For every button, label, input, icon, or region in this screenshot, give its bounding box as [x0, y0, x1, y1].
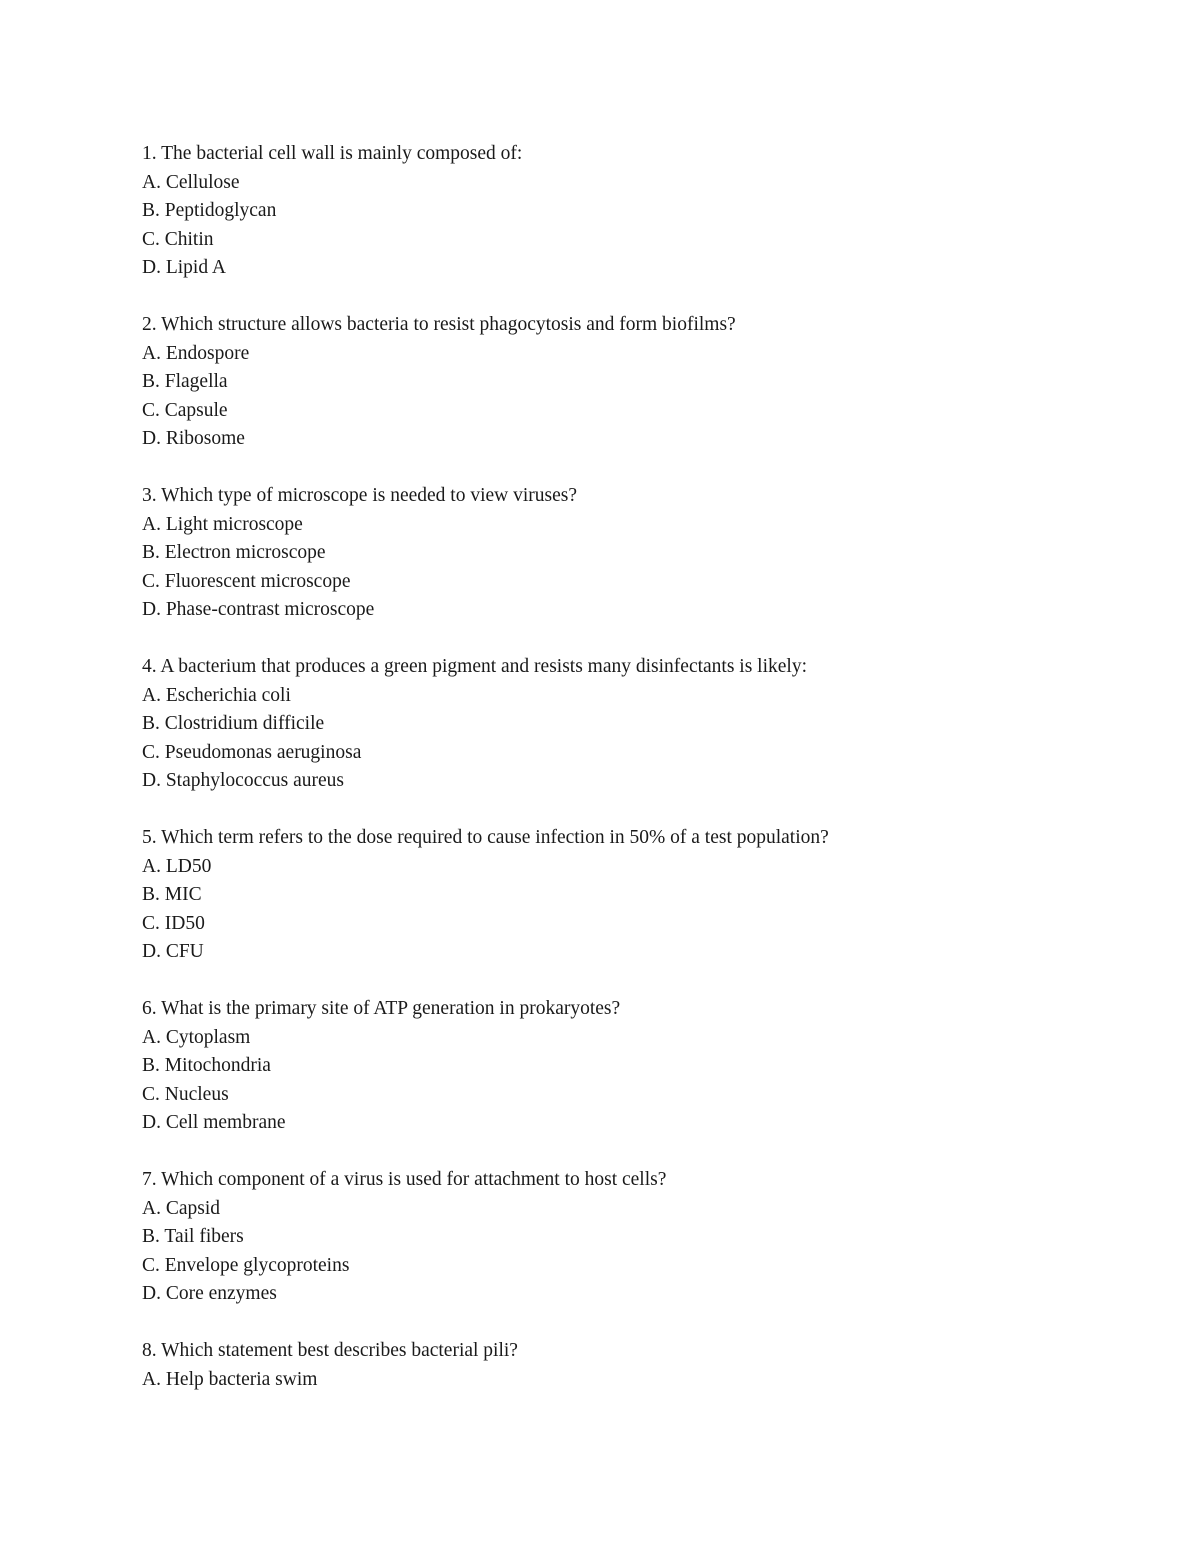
answer-option: D. Lipid A	[142, 257, 226, 278]
answer-option: C. Nucleus	[142, 1083, 229, 1105]
question-3	[142, 482, 1102, 625]
question-text: 2. Which structure allows bacteria to resist phagocytosis and form biofilms?	[142, 314, 736, 335]
question-text: 4. A bacterium that produces a green pigment and resists many disinfectants is likely:	[142, 656, 808, 677]
answer-option: A. Capsid	[142, 1197, 220, 1219]
question-4	[142, 653, 1102, 796]
answer-option: D. Core enzymes	[142, 1283, 277, 1304]
question-text: 7. Which component of a virus is used for attachment to host cells?	[142, 1169, 667, 1190]
question-text: 8. Which statement best describes bacterial pili?	[142, 1340, 518, 1361]
answer-option: D. Cell membrane	[142, 1112, 286, 1133]
question-text: 6. What is the primary site of ATP generation in prokaryotes?	[142, 998, 621, 1019]
answer-option: D. CFU	[142, 941, 204, 962]
answer-option: B. Electron microscope	[142, 542, 326, 563]
answer-option: A. Help bacteria swim	[142, 1368, 318, 1390]
question-5	[142, 824, 1102, 967]
answer-option: A. LD50	[142, 855, 212, 877]
answer-option: B. Mitochondria	[142, 1055, 271, 1076]
answer-option: C. ID50	[142, 912, 205, 934]
question-7	[142, 1166, 1102, 1309]
answer-option: A. Cellulose	[142, 171, 240, 193]
answer-option: C. Chitin	[142, 228, 214, 250]
answer-option: C. Capsule	[142, 399, 228, 421]
answer-option: B. MIC	[142, 884, 202, 905]
answer-option: C. Pseudomonas aeruginosa	[142, 741, 362, 763]
question-8	[142, 1337, 1102, 1394]
answer-option: A. Endospore	[142, 342, 250, 364]
answer-option: A. Light microscope	[142, 513, 303, 535]
question-2	[142, 311, 1102, 454]
answer-option: B. Clostridium difficile	[142, 713, 325, 734]
question-text: 1. The bacterial cell wall is mainly composed of:	[142, 143, 523, 164]
answer-option: D. Ribosome	[142, 428, 245, 449]
answer-option: B. Flagella	[142, 371, 228, 392]
question-1	[142, 140, 1102, 283]
question-text: 3. Which type of microscope is needed to view viruses?	[142, 485, 578, 506]
answer-option: C. Envelope glycoproteins	[142, 1254, 350, 1276]
question-6	[142, 995, 1102, 1138]
answer-option: A. Escherichia coli	[142, 684, 291, 706]
answer-option: D. Phase-contrast microscope	[142, 599, 375, 620]
question-list	[142, 140, 1102, 1423]
answer-option: D. Staphylococcus aureus	[142, 770, 344, 791]
answer-option: C. Fluorescent microscope	[142, 570, 351, 592]
answer-option: B. Tail fibers	[142, 1226, 244, 1247]
question-text: 5. Which term refers to the dose required to cause infection in 50% of a test population?	[142, 827, 829, 848]
answer-option: B. Peptidoglycan	[142, 200, 277, 221]
answer-option: A. Cytoplasm	[142, 1026, 251, 1048]
